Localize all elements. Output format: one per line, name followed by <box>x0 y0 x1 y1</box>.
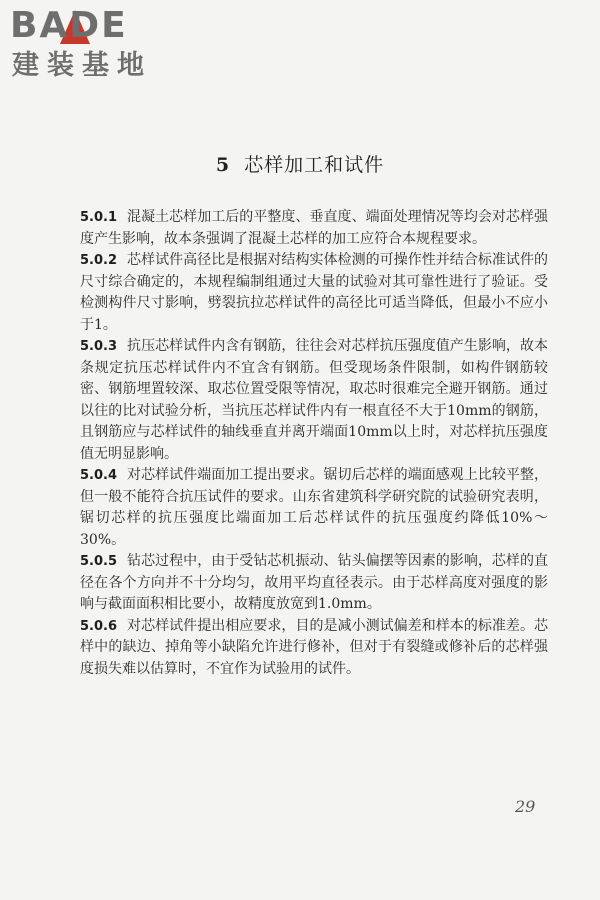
clause-number: 5.0.2 <box>80 253 118 268</box>
clause-text: 混凝土芯样加工后的平整度、垂直度、端面处理情况等均会对芯样强度产生影响，故本条强调了混凝土芯样的加工应符合本规程要求。 <box>80 209 548 247</box>
chapter-number: 5 <box>215 154 231 176</box>
clause-text: 抗压芯样试件内含有钢筋，往往会对芯样抗压强度值产生影响，故本条规定抗压芯样试件内不宜含有钢筋。但受现场条件限制，如构件钢筋较密、钢筋埋置较深、取芯位置受限等情况，取芯时很难完全避开钢筋。通过以往的比对试验分析，当抗压芯样试件内有一根直径不大于10mm的钢筋，且钢筋应与芯样试件的轴线垂直并离开端面10mm以上时，对芯样抗压强度值无明显影响。 <box>80 338 548 462</box>
logo-wordmark: BADE <box>10 5 128 46</box>
clause-text: 钻芯过程中，由于受钻芯机振动、钻头偏摆等因素的影响，芯样的直径在各个方向并不十分均匀，故用平均直径表示。由于芯样高度对强度的影响与截面面积相比要小，故精度放宽到1.0mm。 <box>80 553 548 612</box>
clause-number: 5.0.5 <box>80 554 118 569</box>
clause-5-0-4 <box>80 465 548 551</box>
chapter-heading <box>0 150 600 177</box>
clause-text: 对芯样试件提出相应要求，目的是减小测试偏差和样本的标准差。芯样中的缺边、掉角等小缺陷允许进行修补，但对于有裂缝或修补后的芯样强度损失难以估算时，不宜作为试验用的试件。 <box>80 617 548 677</box>
bade-logo <box>10 6 175 84</box>
logo-subtitle: 建装基地 <box>12 50 152 81</box>
chapter-title: 芯样加工和试件 <box>244 154 385 176</box>
clause-number: 5.0.1 <box>80 210 118 225</box>
clause-text: 对芯样试件端面加工提出要求。锯切后芯样的端面感观上比较平整，但一般不能符合抗压试件的要求。山东省建筑科学研究院的试验研究表明，锯切芯样的抗压强度比端面加工后芯样试件的抗压强度约降低10%～30%。 <box>80 467 548 548</box>
clause-5-0-2 <box>80 250 548 336</box>
clause-number: 5.0.4 <box>80 468 118 483</box>
clause-number: 5.0.3 <box>80 339 118 354</box>
clause-5-0-5 <box>80 551 548 616</box>
clause-list <box>80 207 548 680</box>
clause-5-0-3 <box>80 336 548 465</box>
clause-number: 5.0.6 <box>80 618 118 634</box>
clause-5-0-6 <box>80 616 548 681</box>
clause-5-0-1 <box>80 207 548 250</box>
page-number: 29 <box>515 797 536 816</box>
clause-text: 芯样试件高径比是根据对结构实体检测的可操作性并结合标准试件的尺寸综合确定的，本规程编制组通过大量的试验对其可靠性进行了验证。受检测构件尺寸影响，劈裂抗拉芯样试件的高径比可适当降低，但最小不应小于1。 <box>80 252 548 333</box>
